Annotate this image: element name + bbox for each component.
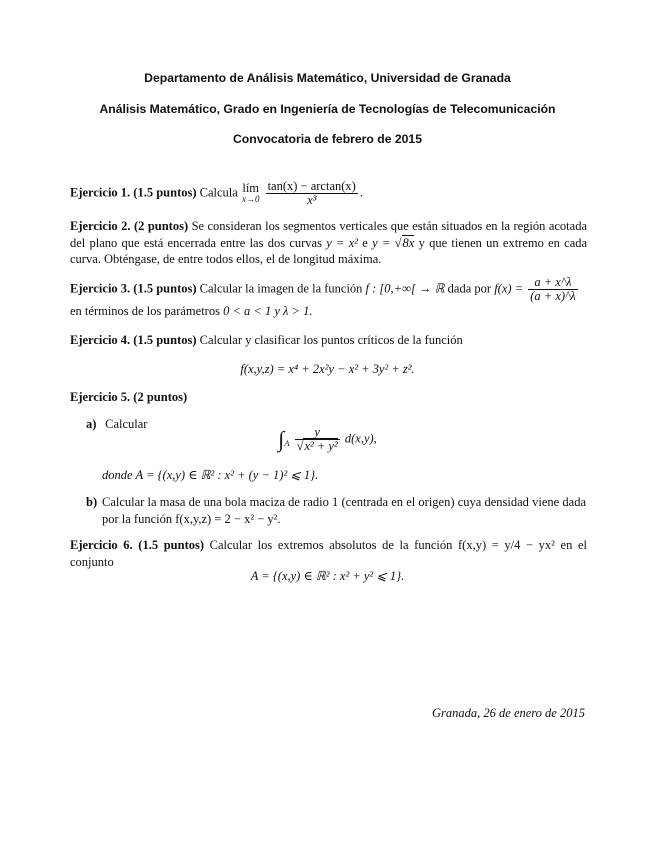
- exercise-4: Ejercicio 4. (1.5 puntos) Calcular y clasificar los puntos críticos de la función: [70, 333, 463, 347]
- exercise-5-part-a: a) Calcular: [86, 417, 148, 431]
- parameters: 0 < a < 1 y λ > 1.: [223, 304, 313, 318]
- exercise-1: Ejercicio 1. (1.5 puntos) Calcula lím x→0 $\frac{\tan(x) - \arctan(x)}{\text{x³}}$ .: [70, 179, 363, 207]
- curve-1: y = x²: [326, 235, 359, 250]
- curve-2: y = √8x: [372, 235, 415, 250]
- exercise-2-title: Ejercicio 2.: [70, 219, 131, 233]
- exercise-5-integral: $\int_A$ $\frac{y}{\text{√x² + y²}}$ d(x,y),: [278, 425, 377, 453]
- exercise-4-formula: f(x,y,z) = x⁴ + 2x²y − x² + 3y² + z².: [240, 362, 415, 376]
- exercise-1-title: Ejercicio 1.: [70, 185, 131, 200]
- exercise-5-points: (2 puntos): [133, 390, 188, 404]
- exam-title: Convocatoria de febrero de 2015: [233, 132, 422, 146]
- exercise-1-fraction: $\frac{\tan(x) - \arctan(x)}{\text{x³}}$: [267, 179, 356, 207]
- exercise-6: Ejercicio 6. (1.5 puntos) Calcular los extremos absolutos de la función f(x,y) = y/4 − yx² en el conjunto: [70, 538, 587, 569]
- department-header: Departamento de Análisis Matemático, Universidad de Granada: [144, 71, 511, 85]
- exercise-2: Ejercicio 2. (2 puntos) Se consideran los segmentos verticales que están situados en la región acotada del plano que está encerrada entre las dos curvas y = x² e y = √8x y que tienen un extremo en cada curva. Obténgase, de entre todos ellos, el de longitud máxima.: [70, 219, 588, 266]
- exercise-6-points: (1.5 puntos): [138, 538, 205, 552]
- exercise-5-part-b: b) Calcular la masa de una bola maciza de radio 1 (centrada en el origen) cuya densidad viene dada por la función f(x,y,z) = 2 − x² − y².: [86, 495, 586, 526]
- exercise-4-points: (1.5 puntos): [133, 333, 197, 347]
- exercise-3-title: Ejercicio 3.: [70, 281, 131, 296]
- exercise-2-text-b: y que tienen un extremo en cada curva. Obténgase, de entre todos ellos, el de longitud máxima.: [70, 235, 588, 266]
- exercise-1-points: (1.5 puntos): [133, 185, 197, 200]
- exercise-5: [70, 389, 587, 406]
- function-domain: f : [0,+∞[ → ℝ: [365, 281, 445, 296]
- exercise-5-title: Ejercicio 5.: [70, 390, 131, 404]
- exercise-5-domain: donde A = {(x,y) ∈ ℝ² : x² + (y − 1)² ⩽ 1}.: [102, 468, 319, 482]
- exercise-2-text-a: Se consideran los segmentos verticales que están situados en la región acotada del plano que está encerrada entre las dos curvas: [70, 219, 588, 250]
- exercise-6-set: A = {(x,y) ∈ ℝ² : x² + y² ⩽ 1}.: [250, 569, 405, 583]
- exercise-2-points: (2 puntos): [133, 219, 189, 233]
- exercise-3-fraction: $\frac{a + x\^{}\lambda}{(a + x)\^{}\lambda}$: [530, 275, 576, 303]
- exercise-4-title: Ejercicio 4.: [70, 333, 131, 347]
- exercise-6-title: Ejercicio 6.: [70, 538, 133, 552]
- limit-operator: lím x→0: [241, 180, 260, 204]
- exercise-3-points: (1.5 puntos): [133, 281, 197, 296]
- signature-date: Granada, 26 de enero de 2015: [432, 706, 585, 720]
- exercise-1-text: Calcula: [199, 185, 238, 200]
- exercise-3: Ejercicio 3. (1.5 puntos) Calcular la imagen de la función f : [0,+∞[ → ℝ dada por f(x) = $\frac{a + x\^{}\lambda}{(a + x)\^{}\lambda}$ en términos de los parámetros 0 < a < 1 y λ > 1.: [70, 275, 576, 318]
- course-header: Análisis Matemático, Grado en Ingeniería de Tecnologías de Telecomunicación: [99, 102, 556, 116]
